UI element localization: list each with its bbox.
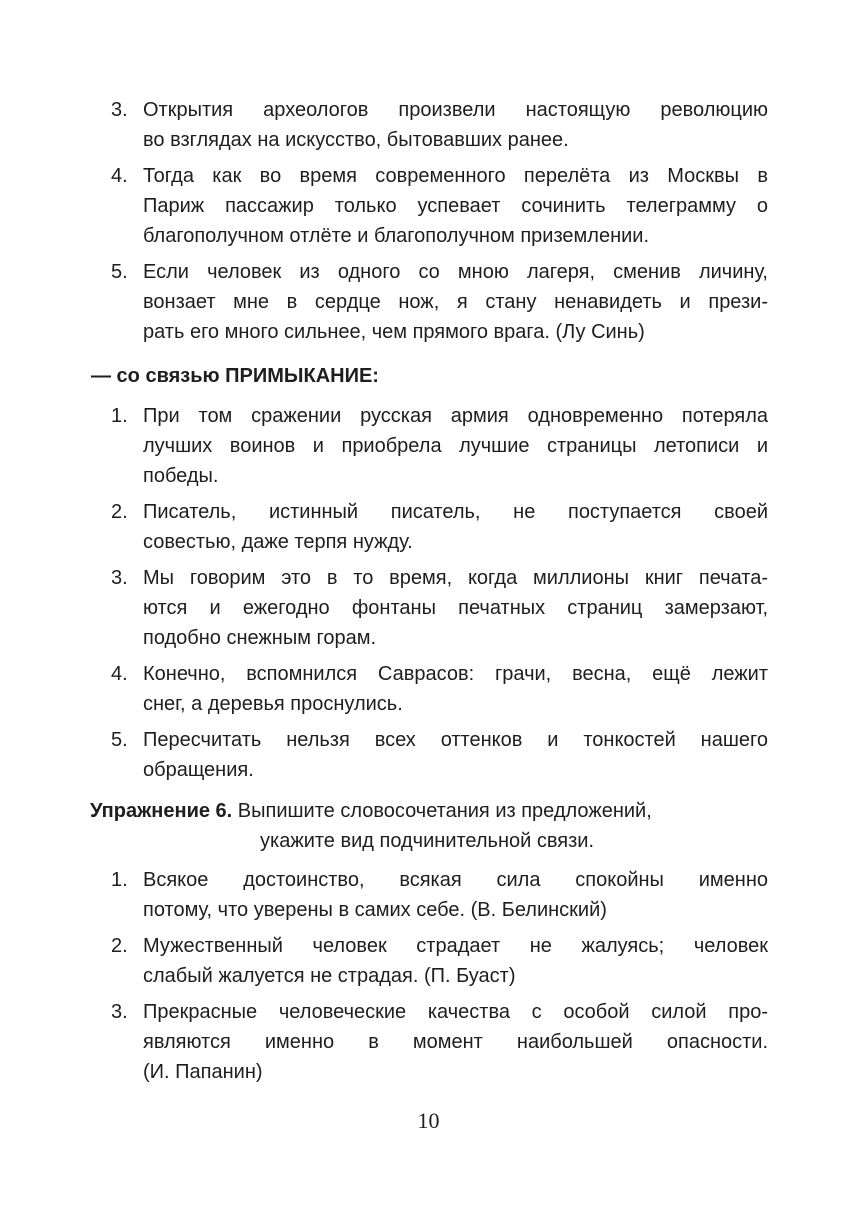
item-line: Всякое достоинство, всякая сила спокойны именно (143, 869, 768, 891)
list-item (0, 95, 768, 155)
item-number: 4. (111, 165, 128, 187)
item-number: 3. (111, 99, 128, 121)
list-item (0, 659, 768, 719)
item-line: победы. (143, 465, 219, 487)
item-number: 3. (111, 567, 128, 589)
list-item (0, 725, 768, 785)
item-line: рать его много сильнее, чем прямого врага. (Лу Синь) (143, 321, 645, 343)
list-item (0, 401, 768, 491)
item-line: Писатель, истинный писатель, не поступается своей (143, 501, 768, 523)
item-number: 2. (111, 935, 128, 957)
item-line: Мы говорим это в то время, когда миллионы книг печата- (143, 567, 768, 589)
list-item (0, 161, 768, 251)
item-line: подобно снежным горам. (143, 627, 377, 649)
item-line: вонзает мне в сердце нож, я стану ненавидеть и прези- (143, 291, 768, 313)
item-line: являются именно в момент наибольшей опасности. (143, 1031, 768, 1053)
list-item (0, 257, 768, 347)
item-line: совестью, даже терпя нужду. (143, 531, 413, 553)
item-line: лучших воинов и приобрела лучшие страницы летописи и (143, 435, 768, 457)
item-line: Париж пассажир только успевает сочинить телеграмму о (143, 195, 768, 217)
list-item (0, 563, 768, 653)
item-line: Конечно, вспомнился Саврасов: грачи, весна, ещё лежит (143, 663, 768, 685)
list-item (0, 997, 768, 1087)
item-line: Мужественный человек страдает не жалуясь; человек (143, 935, 768, 957)
item-number: 1. (111, 869, 128, 891)
item-number: 5. (111, 729, 128, 751)
item-line: потому, что уверены в самих себе. (В. Белинский) (143, 899, 607, 921)
item-number: 1. (111, 405, 128, 427)
item-line: При том сражении русская армия одновременно потеряла (143, 405, 768, 427)
item-line: слабый жалуется не страдая. (П. Буаст) (143, 965, 516, 987)
item-line: Прекрасные человеческие качества с особой силой про- (143, 1001, 768, 1023)
exercise-instruction-line2: укажите вид подчинительной связи. (260, 830, 595, 852)
list-item (0, 497, 768, 557)
item-line: Если человек из одного со мною лагеря, сменив личину, (143, 261, 768, 283)
item-line: благополучном отлёте и благополучном приземлении. (143, 225, 650, 247)
item-line: во взглядах на искусство, бытовавших ранее. (143, 129, 569, 151)
exercise-list (0, 865, 857, 1087)
sentence-list-a (0, 95, 857, 347)
item-line: (И. Папанин) (143, 1061, 263, 1083)
exercise-label: Упражнение 6. (90, 800, 233, 822)
item-line: Пересчитать нельзя всех оттенков и тонкостей нашего (143, 729, 768, 751)
section-heading: — со связью ПРИМЫКАНИЕ: (91, 365, 379, 387)
item-line: обращения. (143, 759, 254, 781)
list-item (0, 931, 768, 991)
item-line: Тогда как во время современного перелёта из Москвы в (143, 165, 768, 187)
item-number: 2. (111, 501, 128, 523)
item-line: ются и ежегодно фонтаны печатных страниц замерзают, (143, 597, 768, 619)
item-number: 4. (111, 663, 128, 685)
sentence-list-b (0, 401, 857, 785)
item-number: 5. (111, 261, 128, 283)
item-number: 3. (111, 1001, 128, 1023)
item-line: снег, а деревья проснулись. (143, 693, 403, 715)
exercise-instruction-line1: Выпишите словосочетания из предложений, (232, 800, 652, 822)
exercise-heading (90, 796, 770, 856)
page-number: 10 (417, 1108, 440, 1133)
item-line: Открытия археологов произвели настоящую революцию (143, 99, 768, 121)
list-item (0, 865, 768, 925)
